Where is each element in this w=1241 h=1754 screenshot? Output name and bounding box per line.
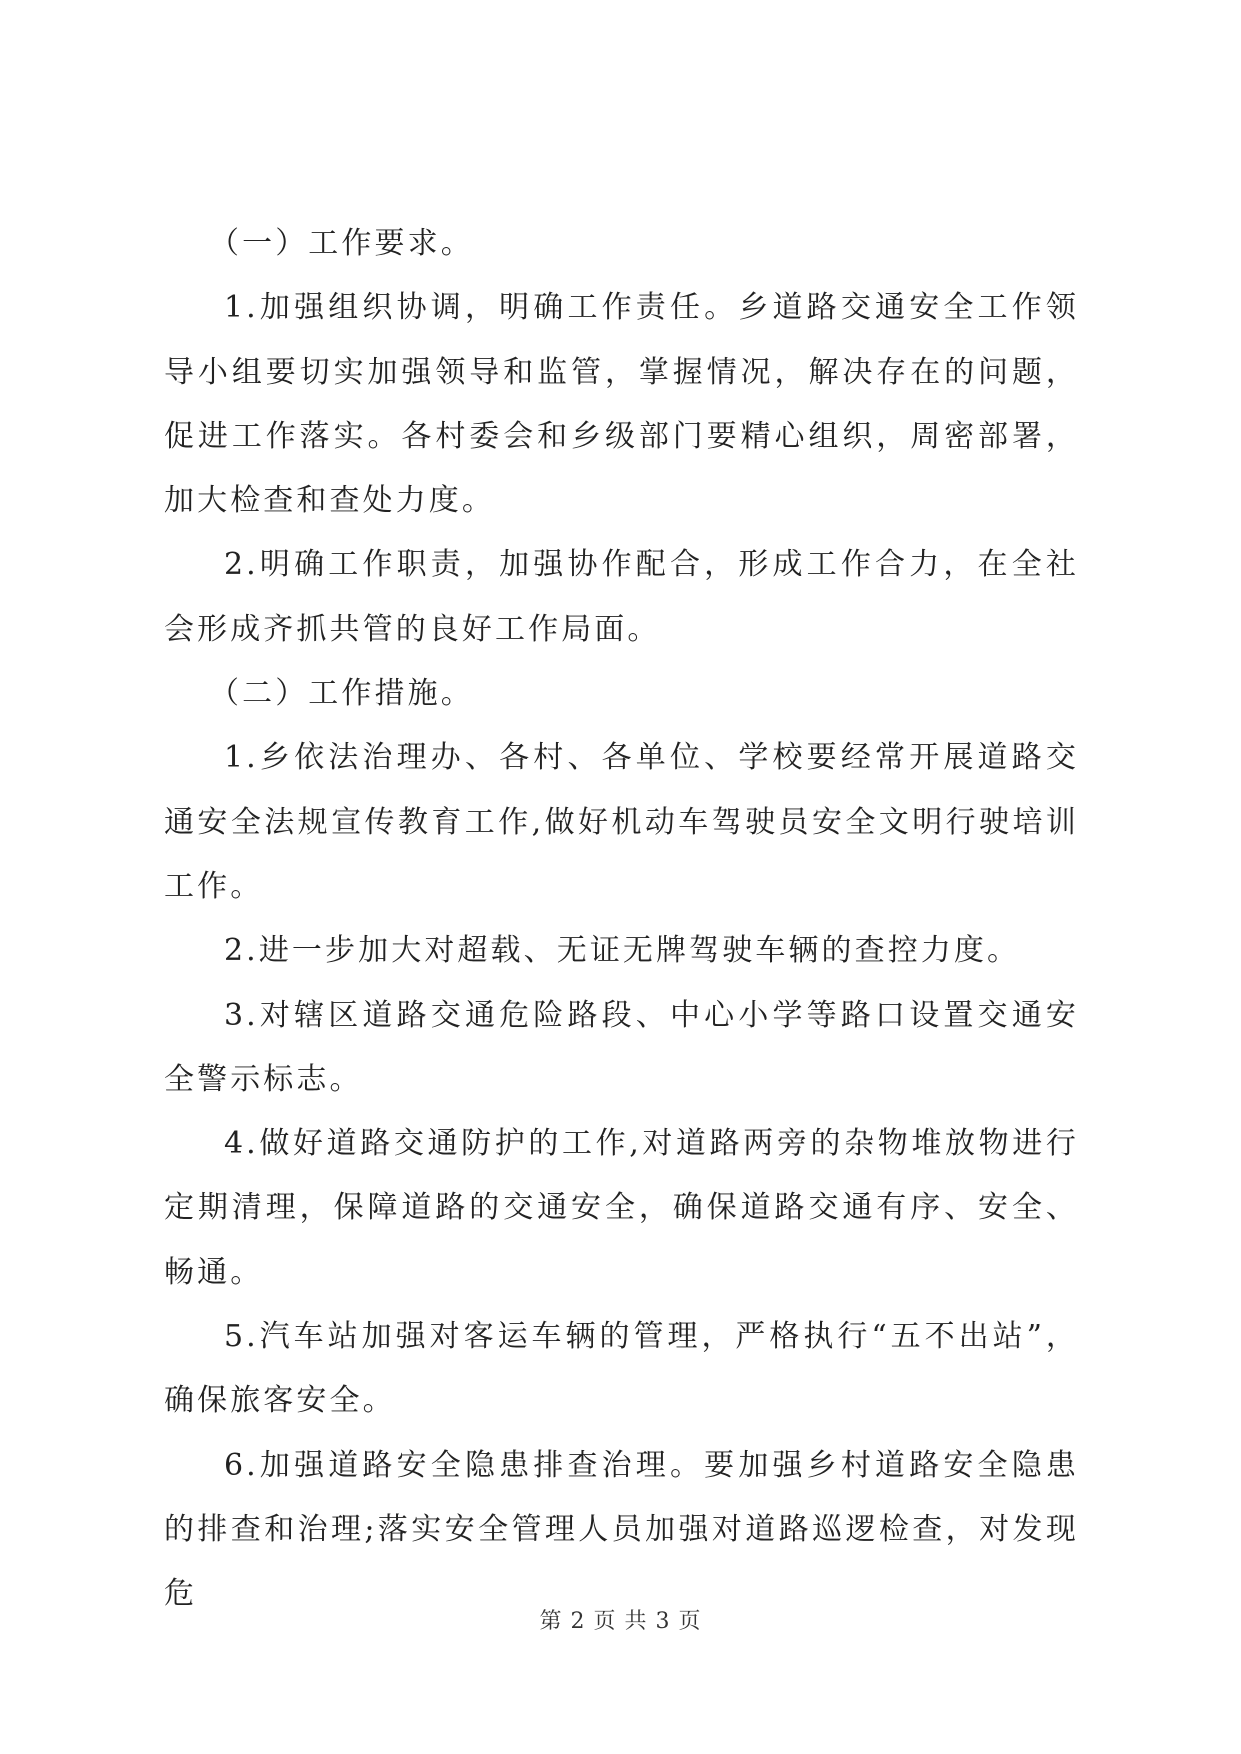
measure-item-2: 2.进一步加大对超载、无证无牌驾驶车辆的查控力度。 <box>224 933 1021 969</box>
measure-item-1: 1.乡依法治理办、各村、各单位、学校要经常开展道路交通安全法规宣传教育工作,做好机动车驾驶员安全文明行驶培训工作。 <box>164 740 1079 904</box>
page-footer <box>0 1604 1241 1635</box>
requirement-item-2: 2.明确工作职责，加强协作配合，形成工作合力，在全社会形成齐抓共管的良好工作局面。 <box>164 547 1079 647</box>
measure-item-6: 6.加强道路安全隐患排查治理。要加强乡村道路安全隐患的排查和治理;落实安全管理人员加强对道路巡逻检查，对发现危 <box>164 1447 1079 1612</box>
page-indicator: 第 2 页 共 3 页 <box>539 1609 702 1634</box>
measure-item-5: 5.汽车站加强对客运车辆的管理，严格执行“五不出站”，确保旅客安全。 <box>164 1319 1079 1419</box>
measure-item-3: 3.对辖区道路交通危险路段、中心小学等路口设置交通安全警示标志。 <box>164 997 1079 1097</box>
section-heading-measures: （二）工作措施。 <box>209 676 474 712</box>
measure-item-4: 4.做好道路交通防护的工作,对道路两旁的杂物堆放物进行定期清理，保障道路的交通安全，确保道路交通有序、安全、畅通。 <box>164 1126 1079 1290</box>
document-body <box>164 212 1079 1627</box>
section-heading-requirements: （一）工作要求。 <box>209 226 474 261</box>
requirement-item-1: 1.加强组织协调，明确工作责任。乡道路交通安全工作领导小组要切实加强领导和监管，掌握情况，解决存在的问题，促进工作落实。各村委会和乡级部门要精心组织，周密部署，加大检查和查处力度。 <box>164 290 1079 519</box>
